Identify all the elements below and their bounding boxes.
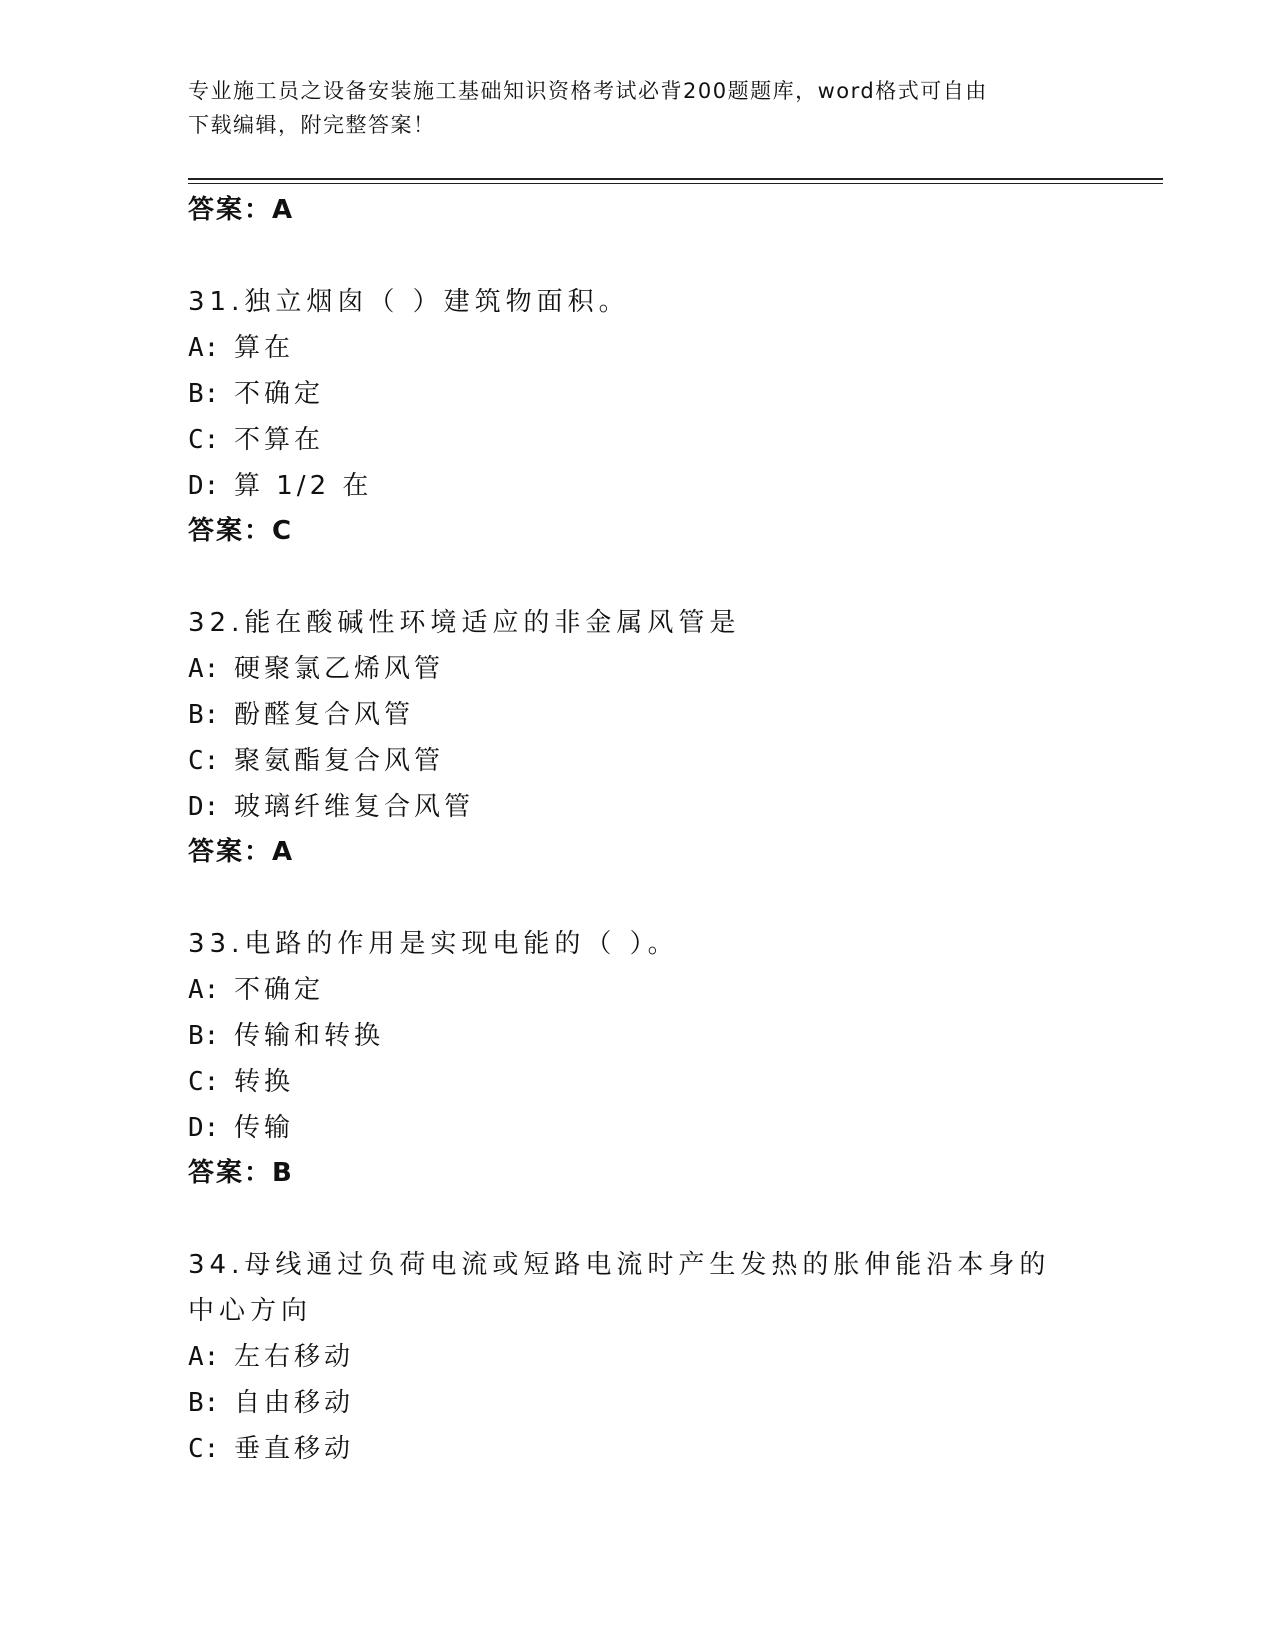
- option-label: C:: [188, 1067, 220, 1097]
- option-label: B:: [188, 1021, 220, 1051]
- option-text: 左右移动: [234, 1342, 355, 1372]
- option-d: [188, 1105, 1148, 1151]
- option-text: 算 1/2 在: [234, 471, 373, 501]
- option-text: 不确定: [234, 379, 325, 409]
- question-list: [188, 188, 1148, 1472]
- option-label: C:: [188, 425, 220, 455]
- answer-line: 答案：A: [188, 837, 295, 867]
- option-label: B:: [188, 379, 220, 409]
- option-label: D:: [188, 792, 220, 822]
- document-header: [188, 74, 1088, 142]
- option-label: C:: [188, 746, 220, 776]
- option-b: [188, 1380, 1148, 1426]
- question-stem: 32.能在酸碱性环境适应的非金属风管是: [188, 608, 741, 638]
- option-b: [188, 1013, 1148, 1059]
- option-text: 自由移动: [234, 1388, 355, 1418]
- option-text: 酚醛复合风管: [234, 700, 415, 730]
- question-block: [188, 600, 1148, 875]
- question-block: [188, 279, 1148, 554]
- option-text: 传输和转换: [234, 1021, 385, 1051]
- option-b: [188, 371, 1148, 417]
- option-c: [188, 1426, 1148, 1472]
- option-d: [188, 784, 1148, 830]
- option-text: 不确定: [234, 975, 325, 1005]
- option-d: [188, 463, 1148, 509]
- option-text: 垂直移动: [234, 1434, 355, 1464]
- option-a: [188, 325, 1148, 371]
- answer-line: 答案：A: [188, 195, 295, 225]
- answer-line: 答案：C: [188, 516, 294, 546]
- option-a: [188, 646, 1148, 692]
- spacer: [188, 1196, 1148, 1242]
- option-label: A:: [188, 975, 220, 1005]
- option-text: 不算在: [234, 425, 325, 455]
- option-c: [188, 417, 1148, 463]
- option-text: 传输: [234, 1113, 295, 1143]
- question-stem: 33.电路的作用是实现电能的（ ）。: [188, 929, 679, 959]
- option-a: [188, 1334, 1148, 1380]
- option-label: D:: [188, 1113, 220, 1143]
- header-rule-thick: [188, 178, 1163, 180]
- option-c: [188, 738, 1148, 784]
- question-block: [188, 1242, 1148, 1472]
- option-text: 玻璃纤维复合风管: [234, 792, 475, 822]
- question-block: [188, 921, 1148, 1196]
- option-text: 硬聚氯乙烯风管: [234, 654, 445, 684]
- header-line-1: 专业施工员之设备安装施工基础知识资格考试必背200题题库，word格式可自由: [188, 79, 988, 103]
- option-text: 聚氨酯复合风管: [234, 746, 445, 776]
- spacer: [188, 233, 1148, 279]
- option-a: [188, 967, 1148, 1013]
- option-label: A:: [188, 333, 220, 363]
- option-label: A:: [188, 1342, 220, 1372]
- spacer: [188, 875, 1148, 921]
- question-stem: 31.独立烟囱（ ）建筑物面积。: [188, 287, 630, 317]
- option-label: B:: [188, 1388, 220, 1418]
- option-b: [188, 692, 1148, 738]
- spacer: [188, 554, 1148, 600]
- option-text: 算在: [234, 333, 295, 363]
- answer-line: 答案：B: [188, 1158, 294, 1188]
- option-c: [188, 1059, 1148, 1105]
- option-text: 转换: [234, 1067, 295, 1097]
- option-label: C:: [188, 1434, 220, 1464]
- header-line-2: 下载编辑，附完整答案！: [188, 113, 436, 137]
- option-label: D:: [188, 471, 220, 501]
- header-rule-thin: [188, 183, 1163, 184]
- option-label: A:: [188, 654, 220, 684]
- question-stem: 34.母线通过负荷电流或短路电流时产生发热的胀伸能沿本身的中心方向: [188, 1250, 1051, 1326]
- option-label: B:: [188, 700, 220, 730]
